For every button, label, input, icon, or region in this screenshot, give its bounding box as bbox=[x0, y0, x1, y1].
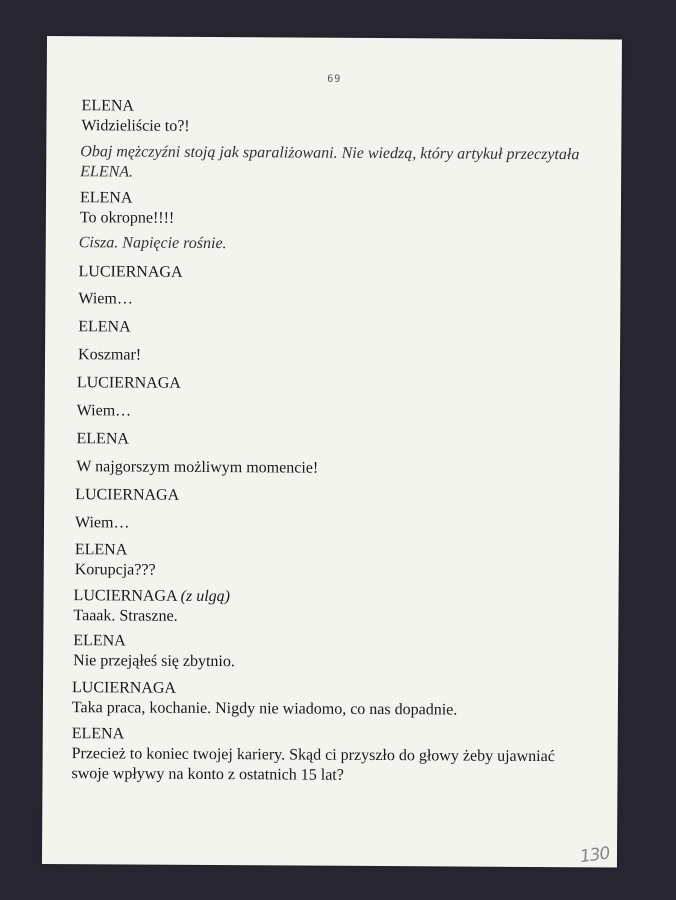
dialogue-line: W najgorszym możliwym momencie! bbox=[76, 458, 319, 477]
dialogue-line: To okropne!!!! bbox=[79, 209, 175, 227]
dialogue-line: Korupcja??? bbox=[74, 561, 156, 579]
dialogue-line-4 bbox=[76, 457, 318, 478]
speaker-luciernaga-2 bbox=[77, 373, 181, 394]
speaker-luciernaga-3 bbox=[75, 485, 179, 506]
speaker-name: ELENA bbox=[71, 725, 125, 743]
speaker-line bbox=[74, 586, 231, 607]
speaker-name: ELENA bbox=[81, 97, 135, 115]
stage-direction-line: ELENA. bbox=[80, 163, 134, 181]
handwritten-page-mark: 130 bbox=[578, 843, 611, 868]
speaker-name: LUCIERNAGA bbox=[78, 263, 183, 281]
stage-direction-1 bbox=[80, 142, 579, 185]
dialogue-line: Taka praca, kochanie. Nigdy nie wiadomo, co nas dopadnie. bbox=[71, 699, 458, 719]
speaker-name: LUCIERNAGA bbox=[75, 486, 180, 504]
dialogue-luciernaga-4 bbox=[73, 586, 230, 627]
dialogue-line-2 bbox=[78, 345, 141, 365]
dialogue-line: Przecież to koniec twojej kariery. Skąd ci przyszło do głowy żeby ujawniać bbox=[71, 745, 555, 766]
speaker-name: ELENA bbox=[76, 430, 130, 448]
dialogue-line: Wiem… bbox=[76, 402, 132, 420]
dialogue-luciernaga-5 bbox=[72, 678, 458, 720]
dialogue-line-5 bbox=[75, 513, 130, 533]
dialogue-elena-1 bbox=[81, 96, 189, 137]
speaker-name: ELENA bbox=[74, 541, 128, 559]
speaker-name: ELENA bbox=[73, 632, 126, 650]
dialogue-line: Koszmar! bbox=[78, 346, 142, 364]
dialogue-line-1 bbox=[78, 289, 133, 309]
dialogue-line: swoje wpływy na konto z ostatnich 15 lat? bbox=[71, 765, 344, 784]
speaker-name: LUCIERNAGA bbox=[71, 679, 177, 697]
document-page bbox=[42, 36, 622, 867]
speaker-luciernaga-1 bbox=[78, 262, 182, 283]
speaker-name: LUCIERNAGA bbox=[73, 587, 177, 605]
stage-direction-2 bbox=[79, 233, 227, 254]
stage-direction-line: Cisza. Napięcie rośnie. bbox=[78, 234, 227, 253]
dialogue-elena-2 bbox=[80, 188, 175, 229]
speaker-name: LUCIERNAGA bbox=[76, 374, 181, 392]
dialogue-elena-6 bbox=[73, 631, 235, 672]
page-number: 69 bbox=[327, 73, 342, 85]
dialogue-elena-7 bbox=[71, 724, 555, 787]
speaker-name: ELENA bbox=[78, 318, 131, 336]
dialogue-elena-5 bbox=[75, 540, 156, 580]
speaker-elena-4 bbox=[76, 429, 129, 449]
parenthetical: (z ulgą) bbox=[180, 587, 231, 606]
dialogue-line: Nie przejąłeś się zbytnio. bbox=[73, 652, 235, 671]
speaker-elena-3 bbox=[78, 317, 131, 337]
dialogue-line: Taaak. Straszne. bbox=[73, 607, 178, 625]
speaker-name: ELENA bbox=[79, 189, 133, 207]
dialogue-line: Widzieliście to?! bbox=[81, 117, 190, 135]
dialogue-line-3 bbox=[77, 401, 132, 421]
dialogue-line: Wiem… bbox=[78, 290, 133, 308]
dialogue-line: Wiem… bbox=[74, 514, 130, 532]
stage-direction-line: Obaj mężczyźni stoją jak sparaliżowani. Nie wiedzą, który artykuł przeczytała bbox=[80, 143, 580, 164]
